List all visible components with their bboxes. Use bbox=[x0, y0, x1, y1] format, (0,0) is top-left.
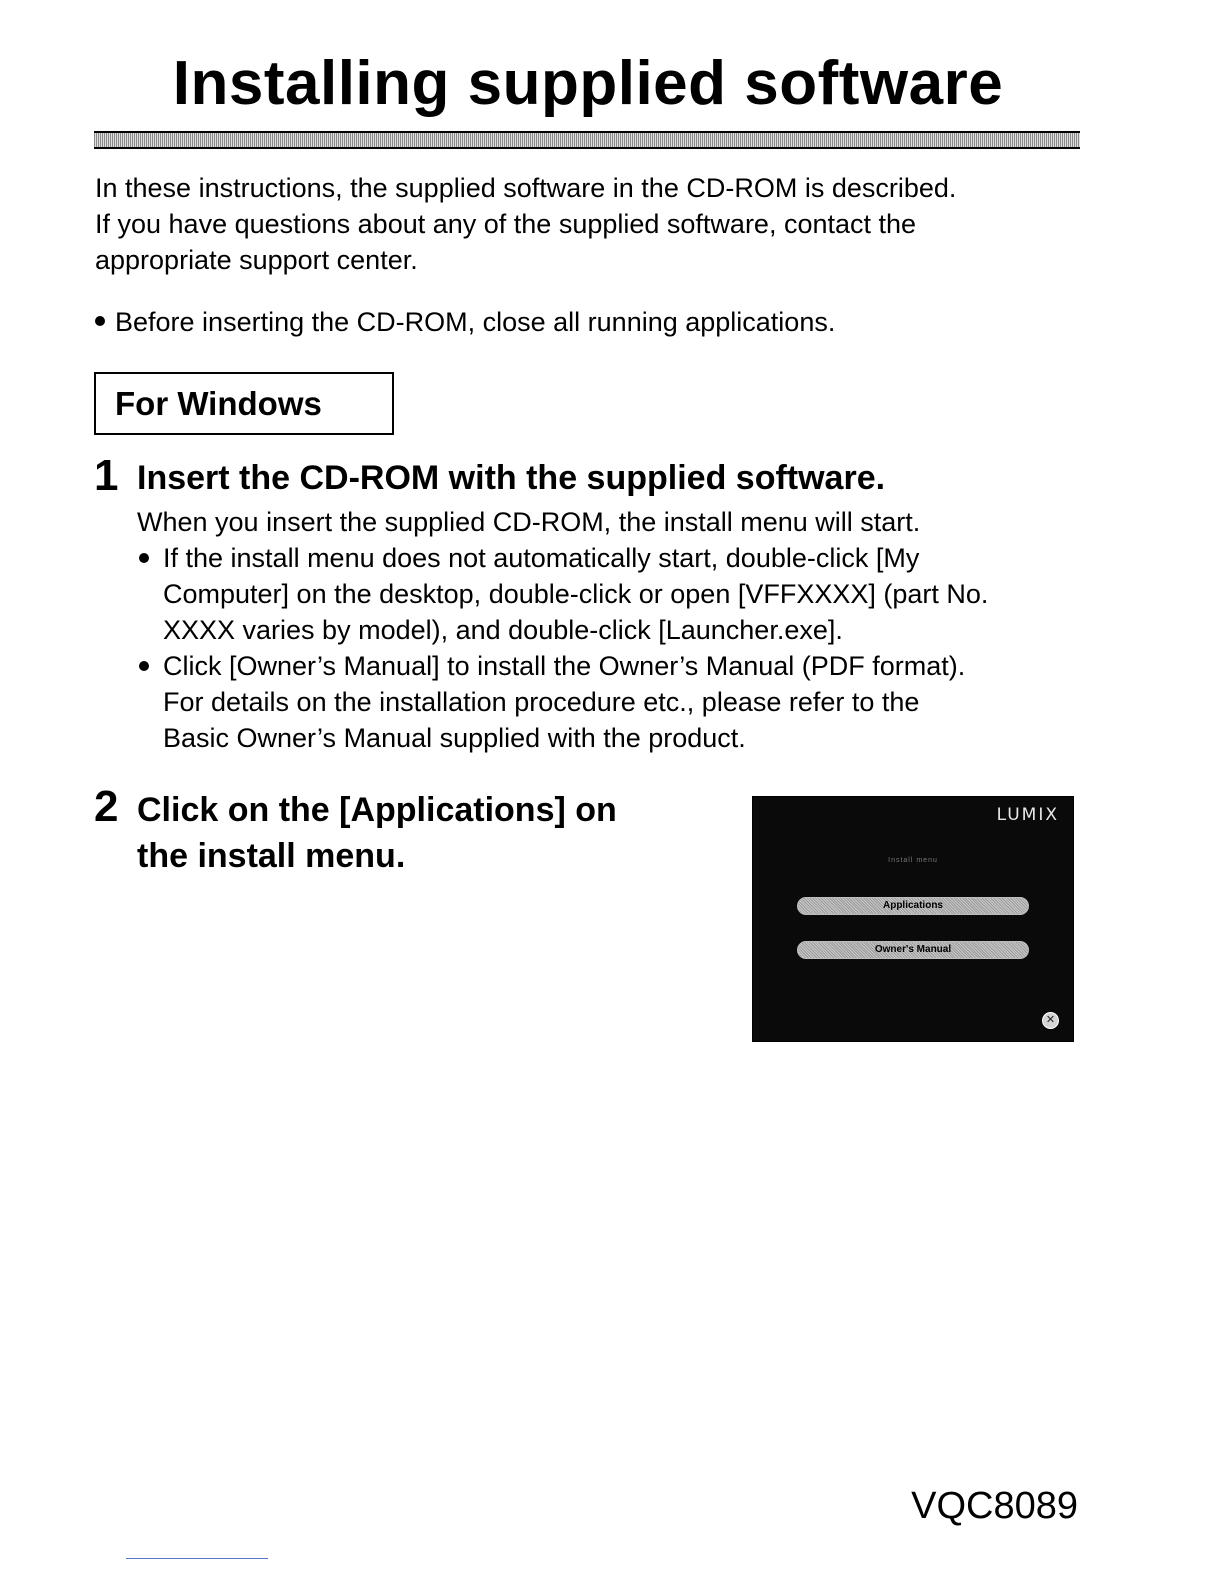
install-menu-screenshot bbox=[752, 796, 1074, 1042]
list-item-line: XXXX varies by model), and double-click [Launcher.exe]. bbox=[163, 615, 843, 645]
document-code: VQC8089 bbox=[911, 1485, 1078, 1527]
applications-button[interactable]: Applications bbox=[797, 897, 1029, 915]
title-divider bbox=[94, 131, 1080, 149]
intro-line: If you have questions about any of the supplied software, contact the bbox=[95, 209, 917, 239]
intro-line: In these instructions, the supplied software in the CD-ROM is described. bbox=[95, 173, 957, 203]
list-item bbox=[137, 648, 1087, 756]
step-bullet-list bbox=[137, 540, 1087, 756]
step-heading: Insert the CD-ROM with the supplied software. bbox=[137, 459, 886, 497]
list-item-line: Basic Owner’s Manual supplied with the product. bbox=[163, 723, 746, 753]
owners-manual-button[interactable]: Owner's Manual bbox=[797, 941, 1029, 959]
list-item-line: Computer] on the desktop, double-click or open [VFFXXXX] (part No. bbox=[163, 579, 989, 609]
list-item bbox=[137, 540, 1087, 648]
step-description: When you insert the supplied CD-ROM, the install menu will start. bbox=[137, 507, 921, 537]
list-item-line: Click [Owner’s Manual] to install the Owner’s Manual (PDF format). bbox=[163, 651, 966, 681]
step-number: 1 bbox=[94, 451, 119, 500]
step-heading-line: Click on the [Applications] on bbox=[137, 791, 617, 829]
list-item-line: If the install menu does not automatically start, double-click [My bbox=[163, 543, 920, 573]
step-heading-line: the install menu. bbox=[137, 837, 406, 875]
close-icon[interactable]: ✕ bbox=[1042, 1012, 1059, 1029]
intro-paragraph bbox=[95, 170, 1085, 278]
section-label-windows: For Windows bbox=[94, 372, 394, 435]
bullet-icon bbox=[95, 316, 105, 326]
bullet-icon bbox=[139, 553, 149, 563]
lumix-logo: LUMIX bbox=[996, 805, 1059, 825]
footer-divider bbox=[126, 1558, 268, 1559]
note-text: Before inserting the CD-ROM, close all running applications. bbox=[115, 307, 836, 337]
step-number: 2 bbox=[94, 782, 119, 831]
install-menu-subtitle: Install menu bbox=[888, 857, 938, 864]
note-bullet bbox=[95, 304, 1085, 340]
bullet-icon bbox=[139, 661, 149, 671]
list-item-line: For details on the installation procedure etc., please refer to the bbox=[163, 687, 920, 717]
intro-line: appropriate support center. bbox=[95, 245, 418, 275]
step-body bbox=[137, 504, 1087, 756]
step-heading bbox=[137, 787, 697, 879]
page-title: Installing supplied software bbox=[172, 49, 1004, 118]
